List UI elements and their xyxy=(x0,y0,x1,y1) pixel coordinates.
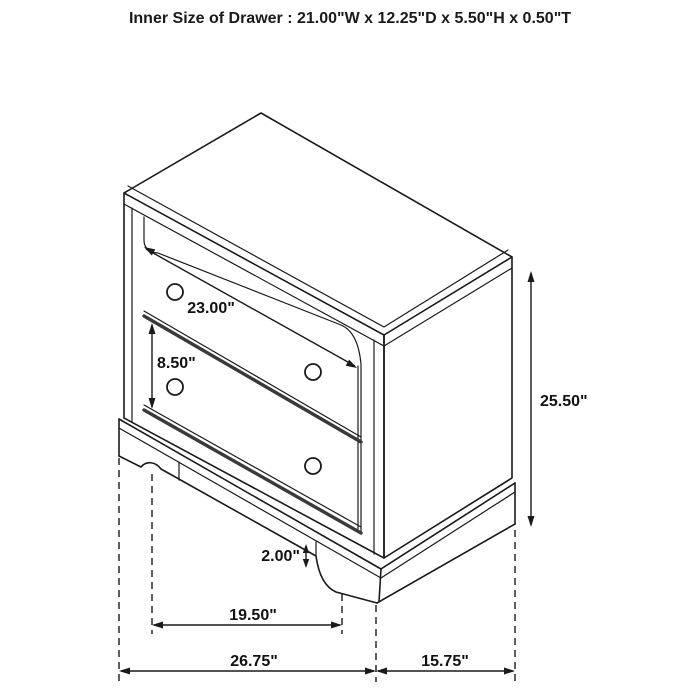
base-side-face xyxy=(377,483,515,603)
side-face-outline xyxy=(384,257,512,558)
base-side-top-edge xyxy=(381,483,515,569)
base-front-corner-edge xyxy=(379,569,381,602)
base-front-molding-line xyxy=(119,428,381,578)
drawer-divider-thin-line xyxy=(144,311,361,437)
dimension-label: 25.50" xyxy=(540,393,588,410)
arrowhead-icon xyxy=(346,360,357,368)
dimension-label: 15.75" xyxy=(421,653,469,670)
cabinet-front-face xyxy=(124,193,384,558)
arrowhead-icon xyxy=(303,559,309,568)
dimension-label: 23.00" xyxy=(187,300,235,317)
cabinet-side-face xyxy=(384,257,512,558)
bottom-drawer-right-knob-icon xyxy=(305,458,321,474)
top-face-outline xyxy=(124,113,512,335)
arrowhead-icon xyxy=(504,668,515,675)
arrowhead-icon xyxy=(528,271,535,282)
arrowhead-icon xyxy=(331,622,342,629)
dimension-overall-height xyxy=(528,271,588,527)
arrowhead-icon xyxy=(376,668,387,675)
base-front-top-edge xyxy=(119,419,381,569)
bottom-drawer-left-knob-icon xyxy=(167,379,183,395)
dimension-overall-width xyxy=(119,653,376,675)
top-drawer-left-knob-icon xyxy=(167,284,183,300)
top-lip-side-edge xyxy=(384,268,512,346)
dimension-label: 8.50" xyxy=(157,355,196,372)
page-title: Inner Size of Drawer : 21.00"W x 12.25"D x 5.50"H x 0.50"T xyxy=(128,10,572,27)
base-front-bottom-arch xyxy=(119,456,377,603)
dimension-line xyxy=(146,249,355,366)
arrowhead-icon xyxy=(528,516,535,527)
arrowhead-icon xyxy=(144,247,155,256)
arrowhead-icon xyxy=(365,668,376,675)
dimension-label: 2.00" xyxy=(261,548,300,565)
dimension-overall-depth xyxy=(376,653,515,675)
arrowhead-icon xyxy=(149,323,156,334)
arrowhead-icon xyxy=(149,398,156,409)
top-lip-front-edge xyxy=(124,204,384,346)
base-front-face xyxy=(119,419,381,603)
dimension-inner-base-width xyxy=(152,607,342,629)
extension-lines xyxy=(119,458,515,682)
arrowhead-icon xyxy=(152,622,163,629)
arrowhead-icon xyxy=(119,668,130,675)
bottom-drawer-gap xyxy=(144,410,361,533)
dimension-drawer-front-height xyxy=(149,323,196,409)
cabinet-top-face xyxy=(124,113,512,335)
dimension-drawer-opening-width xyxy=(144,247,357,368)
dimension-label: 26.75" xyxy=(230,653,278,670)
dimension-label: 19.50" xyxy=(229,607,277,624)
top-drawer-right-knob-icon xyxy=(305,364,321,380)
